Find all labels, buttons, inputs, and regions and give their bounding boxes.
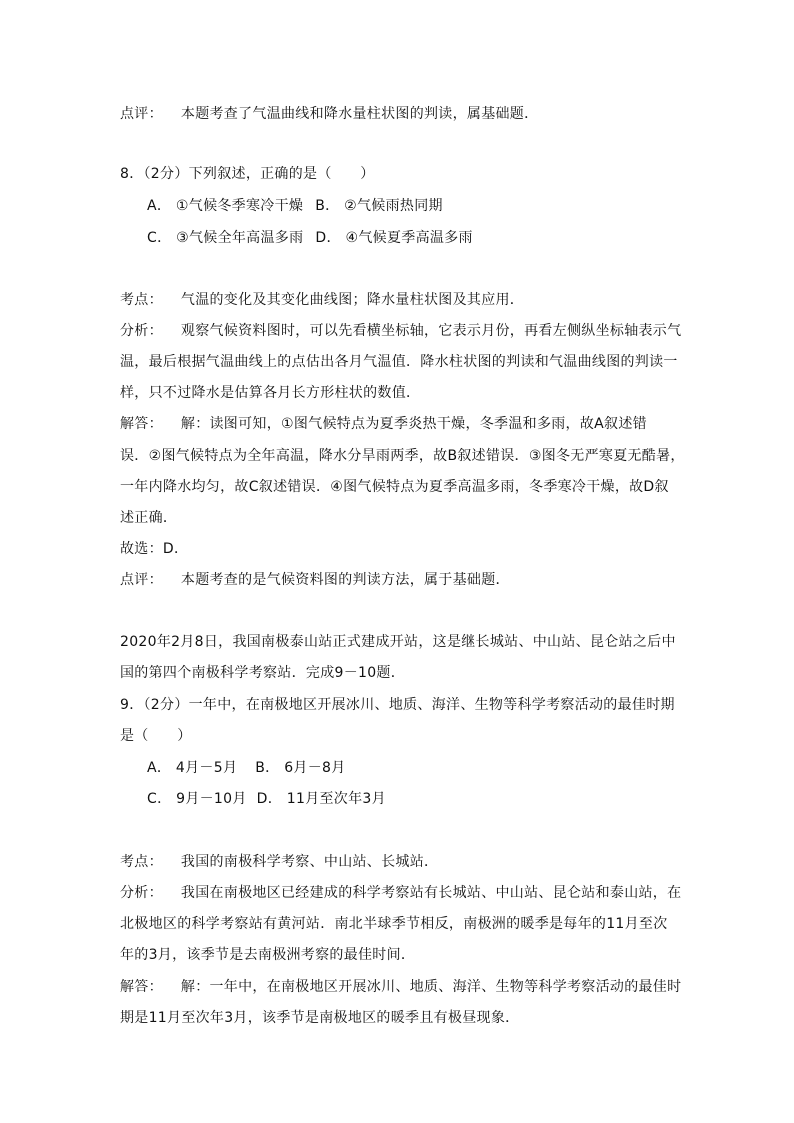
q8-fenxi-line3: 样，只不过降水是估算各月长方形柱状的数值． [120, 385, 421, 401]
q9-option-a: A． 4月－5月 [147, 760, 238, 776]
q9-option-d: D． 11月至次年3月 [256, 791, 386, 807]
fenxi-label: 分析： [120, 323, 163, 339]
review-label: 点评： [120, 572, 163, 588]
q8-option-d: D． ④气候夏季高温多雨 [315, 230, 473, 246]
q8-stem: 8．（2分）下列叙述，正确的是（ ） [120, 166, 375, 182]
q8-jieda-line3: 一年内降水均匀，故C叙述错误．④图气候特点为夏季高温多雨，冬季寒冷干燥，故D叙 [120, 479, 669, 495]
kaodian-text: 气温的变化及其变化曲线图；降水量柱状图及其应用． [180, 292, 525, 308]
kaodian-label: 考点： [120, 854, 163, 870]
passage-line1: 2020年2月8日，我国南极泰山站正式建成开站，这是继长城站、中山站、昆仑站之后中 [120, 634, 676, 650]
review-line [120, 104, 538, 124]
jieda-text: 解：一年中，在南极地区开展冰川、地质、海洋、生物等科学考察活动的最佳时 [180, 979, 682, 995]
review-text: 本题考查的是气候资料图的判读方法，属于基础题． [180, 572, 510, 588]
q9-stem-line2: 是（ ） [120, 728, 192, 744]
q9-kaodian [120, 852, 438, 872]
review-label: 点评： [120, 106, 163, 122]
kaodian-text: 我国的南极科学考察、中山站、长城站． [180, 854, 439, 870]
q8-fenxi-line2: 温，最后根据气温曲线上的点估出各月气温值．降水柱状图的判读和气温曲线图的判读一 [120, 354, 678, 370]
fenxi-text: 我国在南极地区已经建成的科学考察站有长城站、中山站、昆仑站和泰山站，在 [180, 885, 682, 901]
review-text: 本题考查了气温曲线和降水量柱状图的判读，属基础题． [180, 106, 539, 122]
passage-line2: 国的第四个南极科学考察站．完成9－10题． [120, 665, 406, 681]
q9-fenxi-line3: 年的3月，该季节是去南极洲考察的最佳时间． [120, 947, 416, 963]
q9-options-cd [147, 789, 386, 809]
q9-option-c: C． 9月－10月 [147, 791, 247, 807]
fenxi-label: 分析： [120, 885, 163, 901]
q8-jieda-line2: 误．②图气候特点为全年高温，降水分旱雨两季，故B叙述错误．③图冬无严寒夏无酷暑， [120, 448, 685, 464]
q8-options-ab [147, 196, 443, 216]
q8-jieda [120, 414, 647, 434]
q9-option-b: B． 6月－8月 [255, 760, 346, 776]
q8-options-cd [147, 228, 473, 248]
q8-fenxi [120, 321, 681, 341]
q9-jieda-line2: 期是11月至次年3月，该季节是南极地区的暖季且有极昼现象． [120, 1010, 520, 1026]
jieda-label: 解答： [120, 979, 163, 995]
jieda-text: 解：读图可知，①图气候特点为夏季炎热干燥，冬季温和多雨，故A叙述错 [180, 416, 647, 432]
q9-options-ab [147, 758, 346, 778]
fenxi-text: 观察气候资料图时，可以先看横坐标轴，它表示月份，再看左侧纵坐标轴表示气 [180, 323, 682, 339]
q8-option-c: C． ③气候全年高温多雨 [147, 230, 304, 246]
q8-answer: 故选：D． [120, 541, 189, 557]
q8-review [120, 570, 510, 590]
q8-kaodian [120, 290, 524, 310]
kaodian-label: 考点： [120, 292, 163, 308]
jieda-label: 解答： [120, 416, 163, 432]
q8-jieda-line4: 述正确． [120, 510, 178, 526]
q9-fenxi [120, 883, 681, 903]
q9-stem-line1: 9．（2分）一年中，在南极地区开展冰川、地质、海洋、生物等科学考察活动的最佳时期 [120, 697, 675, 713]
q8-option-a: A． ①气候冬季寒冷干燥 [147, 198, 304, 214]
q9-jieda [120, 977, 681, 997]
q9-fenxi-line2: 北极地区的科学考察站有黄河站．南北半球季节相反，南极洲的暖季是每年的11月至次 [120, 916, 668, 932]
q8-option-b: B． ②气候雨热同期 [315, 198, 443, 214]
